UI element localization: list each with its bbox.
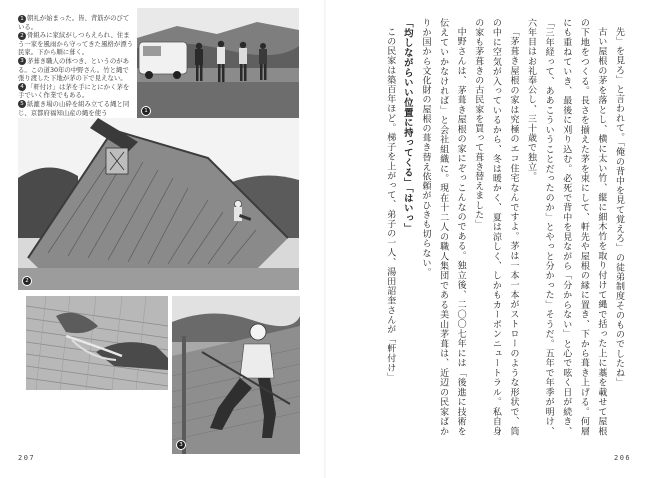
- caption-number-3: 3: [18, 57, 26, 65]
- body-paragraph: 先」を見ろ」と言われて。「俺の背中を見て覚えろ」の徒弟制度そのものでしたね」: [614, 27, 624, 388]
- page-number-left: 207: [18, 454, 36, 462]
- caption-text-1: 朝礼が始まった。皆、背筋がのびている。: [18, 14, 130, 31]
- article-body: [345, 18, 627, 436]
- photo-number-badge: 3: [176, 440, 186, 450]
- photo-craftsman-working-image: [172, 296, 300, 454]
- caption-item: [18, 57, 134, 83]
- caption-item: [18, 100, 134, 117]
- caption-item: [18, 83, 134, 100]
- caption-number-1: 1: [18, 15, 26, 23]
- caption-item: [18, 14, 134, 31]
- photo-number-badge: 2: [22, 276, 32, 286]
- caption-text-3: 茅葺き職人の体つき、というのがある。この道30年の中野さん。竹と縄で張り渡した下地が茅の下で見えない。: [18, 56, 129, 83]
- caption-item: [18, 31, 134, 57]
- photo-craftsman-working: [172, 296, 300, 454]
- caption-text-4: 「軒付け」は茅を手にとにかく茅を手でいく作業でもある。: [18, 82, 130, 100]
- photo-tying-rope-image: [26, 296, 168, 390]
- body-paragraph: 古い屋根の茅を落とし、横に太い竹、縦に細木竹を取り付けて縄で括った上に藁を載せて屋根の下地をつくる。長さを揃えた茅を束にして、軒先や屋根の縁に置き、下から葺き上げる。何層にも重ねていき、最後に刈り込む。必死で背中を見ながら「分からない」と心で呟く日が続き、「三年経って、ああこういうことだったのか」とやっと分かった」そうだ。五年で年季が明け、六年目はお礼奉公し、三十歳で独立。: [526, 18, 607, 436]
- body-paragraph: 「茅葺き屋根の家は究極のエコ住宅なんですよ。茅は一本一本がストローのような形状で、筒の中に空気が入っているから、冬は暖かく、夏は涼しく、しかもカーボンニュートラル。私自身の家も茅葺きの古民家を買って葺き替えました」: [473, 18, 519, 436]
- photo-captions: [18, 14, 134, 117]
- caption-number-2: 2: [18, 32, 26, 40]
- caption-number-5: 5: [18, 100, 26, 108]
- photo-morning-meeting-image: [137, 8, 299, 120]
- photo-thatched-house: [18, 118, 299, 290]
- photo-tying-rope: [26, 296, 168, 390]
- caption-text-5: 紙漉き場の山砕を組み立てる縄と同じ、京都府福知山産の縄を使う: [18, 99, 130, 117]
- page-number-right: 206: [614, 454, 632, 462]
- caption-text-2: 骨組みに家紋がしつらえられ、住まう一家を風雨から守ってきた風格が漂う民家。下から順に葺く。: [18, 31, 134, 57]
- section-heading: 「均しながらいい位置に持ってくる」「はいっ」: [401, 18, 413, 234]
- body-paragraph: 中野さんは、茅葺き屋根の家にぞっこんなのである。独立後、二〇〇七年には「後進に技術を伝えていかなければ」と会社組織に。現在十二人の職人集団である美山茅葺は、近辺の民家ばかりか国から文化財の屋根の葺き替え依頼がひきも切らない。: [420, 18, 466, 436]
- photo-number-badge: 1: [141, 106, 151, 116]
- photo-morning-meeting: [137, 8, 299, 120]
- photo-thatched-house-image: [18, 118, 299, 290]
- caption-number-4: 4: [18, 83, 26, 91]
- body-paragraph: この民家は築百年ほど。梯子を上がって、弟子の一人、湯田詔奎さんが「軒付け」: [385, 27, 396, 383]
